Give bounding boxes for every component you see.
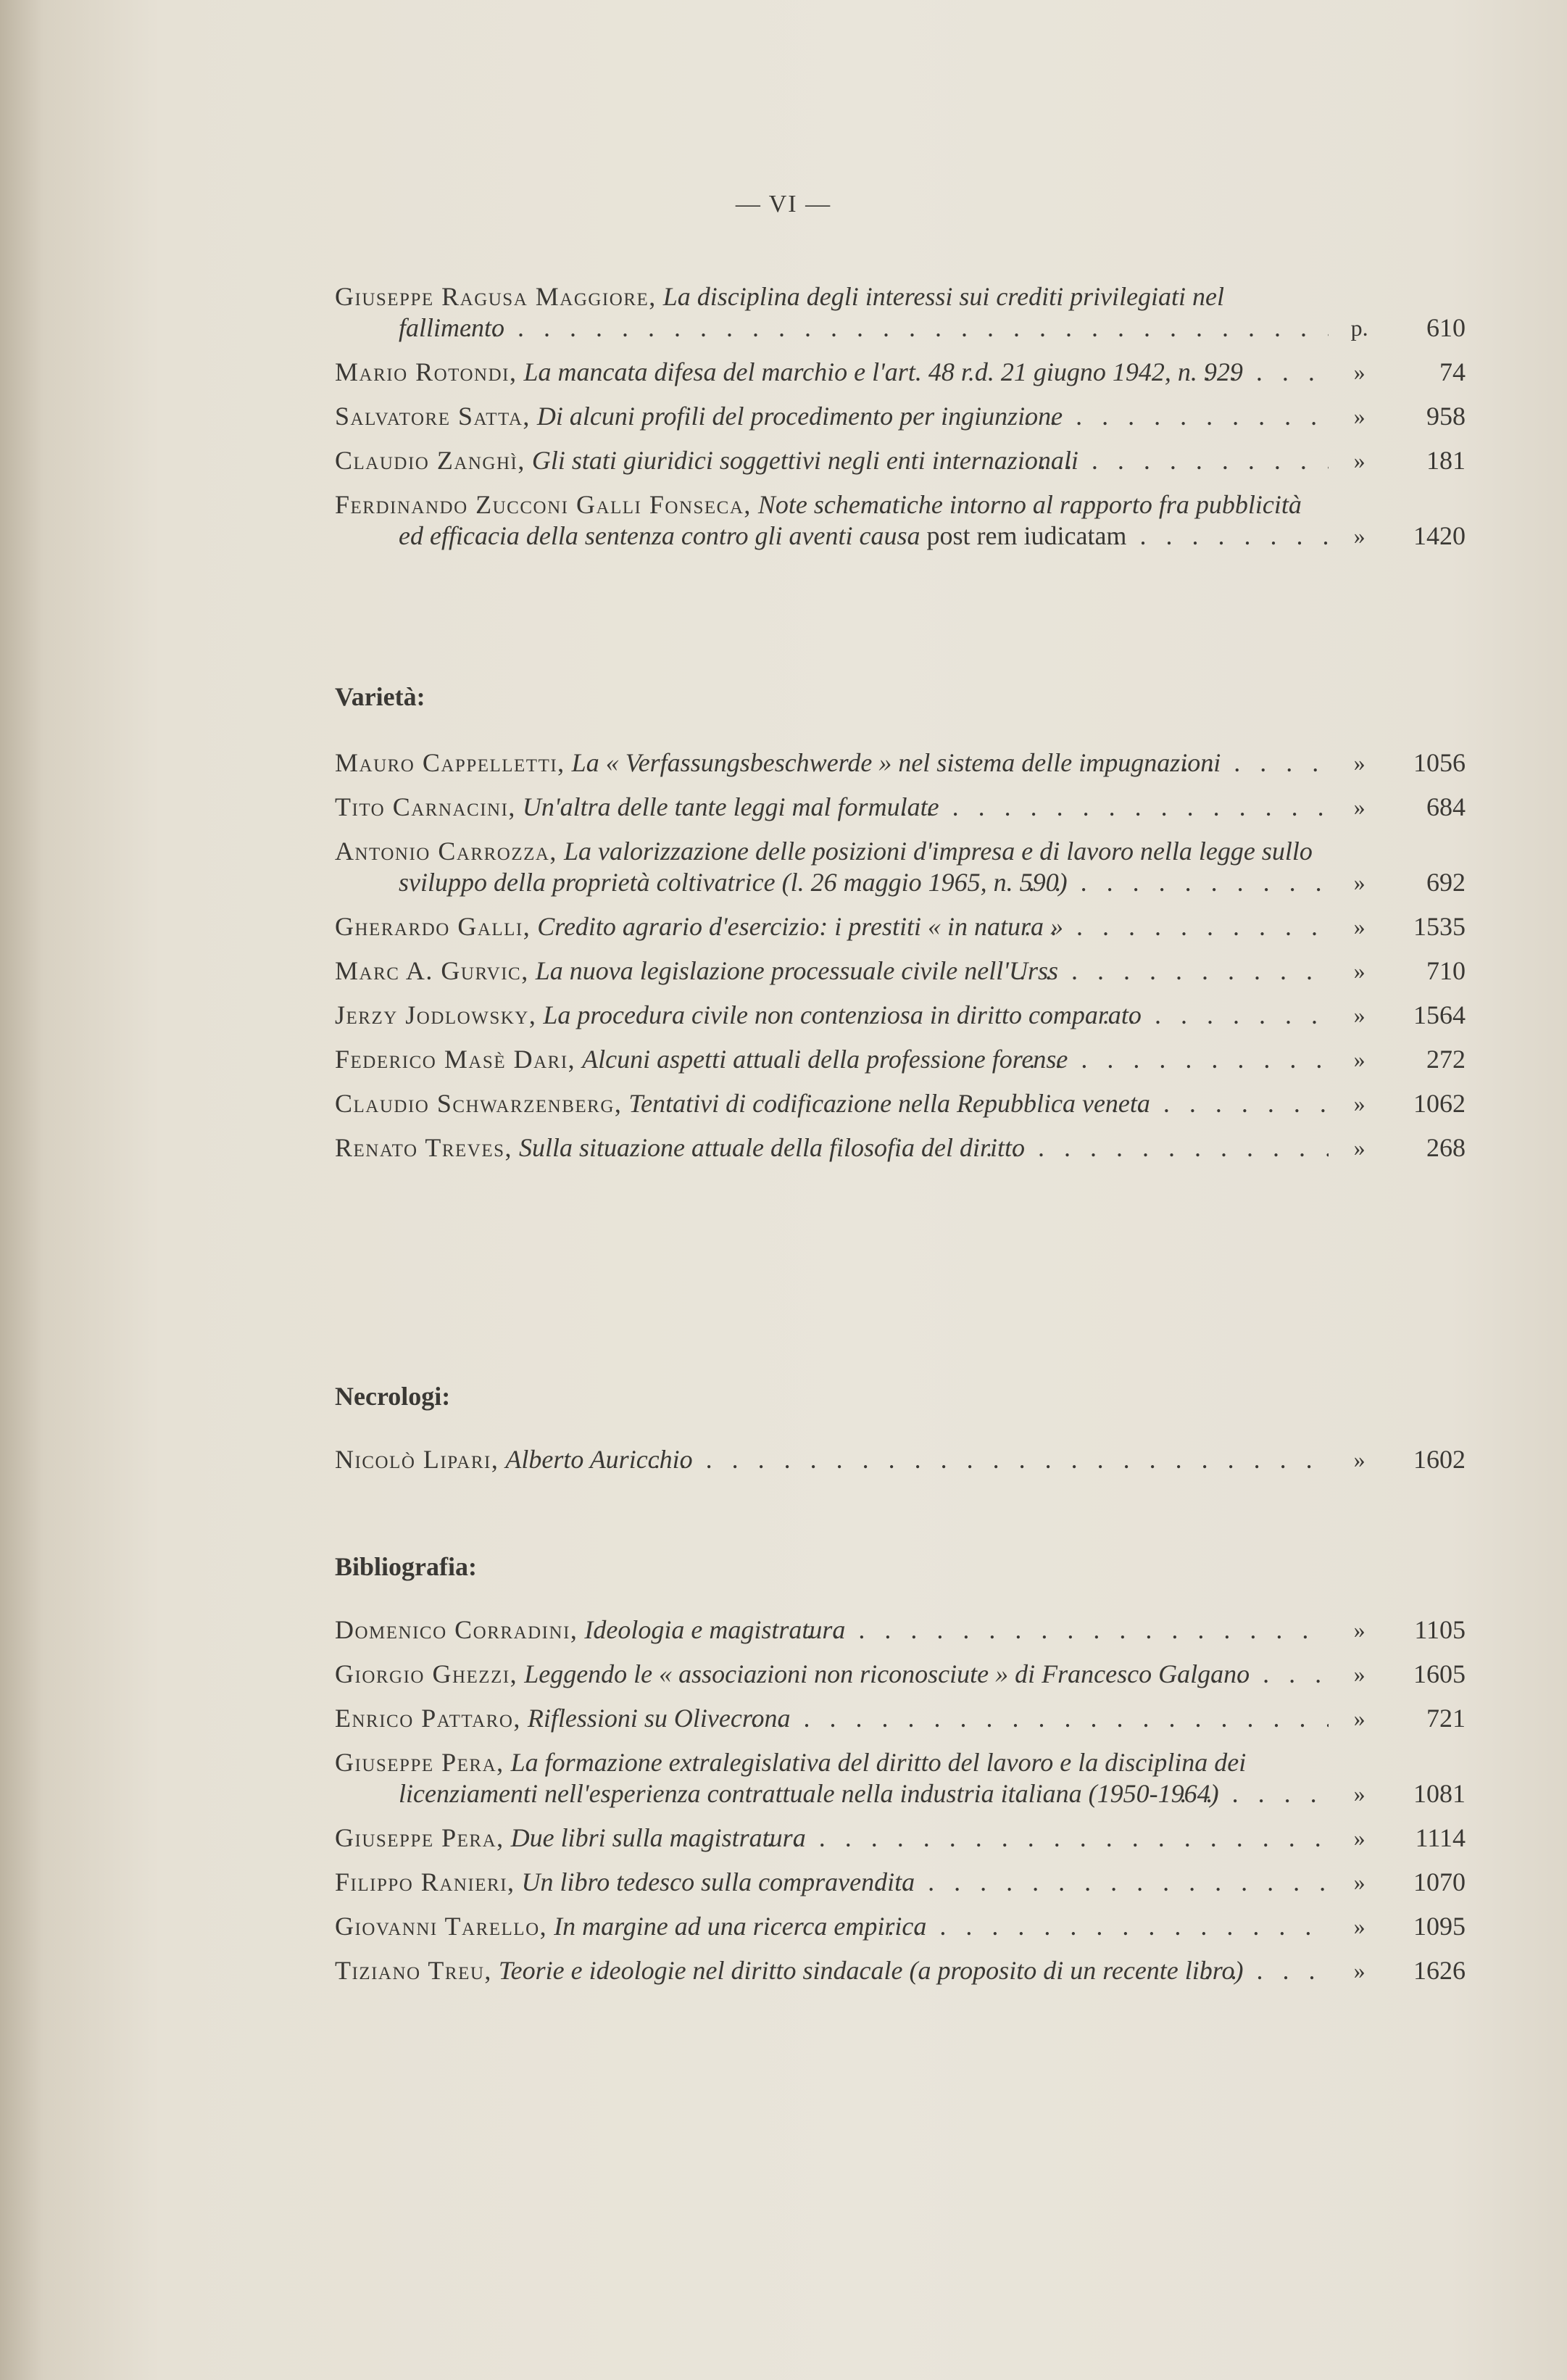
entry-author: Federico Masè Dari,: [335, 1045, 576, 1074]
page-folio: — VI —: [735, 191, 832, 217]
entry-author: Mauro Cappelletti,: [335, 748, 565, 777]
entry-page-marker: »: [1353, 1617, 1366, 1643]
top-entries-list: [335, 281, 1466, 565]
section-heading: Necrologi:: [335, 1382, 451, 1411]
entry-title: La formazione extralegislativa del diritto del lavoro e la disciplina dei licenziamenti nell'esperienza contrattuale nella industria italiana (1950-1964): [399, 1748, 1247, 1808]
toc-entry: [335, 836, 1466, 898]
entry-author: Giuseppe Pera,: [335, 1823, 504, 1852]
entry-text: [335, 955, 1329, 987]
toc-entry: [335, 1823, 1466, 1854]
entry-author: Salvatore Satta,: [335, 402, 531, 431]
entry-title: Di alcuni profili del procedimento per ingiunzione: [536, 402, 1063, 431]
entry-page-number: 710: [1426, 956, 1466, 985]
entry-page-marker: »: [1353, 1002, 1366, 1028]
entry-author: Claudio Zanghì,: [335, 446, 525, 475]
entry-text: [335, 836, 1329, 898]
toc-entry: [335, 445, 1466, 476]
entry-page-number: 1095: [1413, 1912, 1466, 1941]
entry-text: [335, 1614, 1329, 1646]
entry-text: [335, 445, 1329, 476]
entry-page-marker: »: [1353, 1869, 1366, 1895]
entry-page-marker: »: [1353, 1661, 1366, 1687]
entry-title: Un'altra delle tante leggi mal formulate: [522, 792, 939, 821]
entry-title: Leggendo le « associazioni non riconosciute » di Francesco Galgano: [524, 1659, 1250, 1688]
entry-title-roman: post rem iudicatam: [926, 521, 1127, 550]
entry-title: La procedura civile non contenziosa in diritto comparato: [543, 1000, 1142, 1029]
entry-page-marker: »: [1353, 447, 1366, 473]
toc-entry: [335, 1867, 1466, 1898]
entry-page-marker: »: [1353, 1705, 1366, 1731]
entry-page-number: 268: [1426, 1133, 1466, 1162]
entry-title: Riflessioni su Olivecrona: [527, 1704, 791, 1733]
entry-author: Giuseppe Pera,: [335, 1748, 504, 1777]
toc-entry: [335, 792, 1466, 823]
entry-text: [335, 747, 1329, 779]
entry-page-marker: »: [1353, 1780, 1366, 1807]
entry-title: Teorie e ideologie nel diritto sindacale (a proposito di un recente libro): [498, 1956, 1244, 1985]
entry-author: Antonio Carrozza,: [335, 837, 557, 866]
entry-author: Giovanni Tarello,: [335, 1912, 548, 1941]
toc-entry: [335, 955, 1466, 987]
entry-page-number: 1602: [1413, 1445, 1466, 1474]
entry-page-number: 1105: [1414, 1615, 1466, 1644]
entry-text: [335, 1703, 1329, 1734]
entry-title: In margine ad una ricerca empirica: [554, 1912, 927, 1941]
toc-entry: [335, 1614, 1466, 1646]
entry-title: La disciplina degli interessi sui crediti privilegiati nel fallimento: [399, 282, 1225, 342]
entry-page-number: 1564: [1413, 1000, 1466, 1029]
entry-page-number: 1081: [1413, 1779, 1466, 1808]
entry-author: Nicolò Lipari,: [335, 1445, 499, 1474]
entry-text: [335, 1955, 1329, 1986]
entry-author: Ferdinando Zucconi Galli Fonseca,: [335, 490, 752, 519]
entry-text: [335, 1444, 1329, 1475]
entry-author: Filippo Ranieri,: [335, 1867, 515, 1896]
entry-page-number: 1062: [1413, 1089, 1466, 1118]
entry-author: Claudio Schwarzenberg,: [335, 1089, 623, 1118]
entry-title: La mancata difesa del marchio e l'art. 48 r.d. 21 giugno 1942, n. 929: [523, 357, 1243, 386]
entry-page-marker: »: [1353, 1913, 1366, 1939]
entry-page-marker: »: [1353, 750, 1366, 776]
toc-entry: [335, 1747, 1466, 1809]
toc-entry: [335, 1659, 1466, 1690]
section-varieta: [335, 681, 1466, 1177]
entry-text: [335, 357, 1329, 388]
entry-page-number: 684: [1426, 792, 1466, 821]
entry-title: Sulla situazione attuale della filosofia del diritto: [519, 1133, 1026, 1162]
entry-text: [335, 1747, 1329, 1809]
section-heading: Bibliografia:: [335, 1552, 477, 1581]
toc-entry: [335, 747, 1466, 779]
entry-text: [335, 1000, 1329, 1031]
entry-author: Giorgio Ghezzi,: [335, 1659, 518, 1688]
entry-page-marker: »: [1353, 1825, 1366, 1851]
toc-entry: [335, 911, 1466, 942]
entry-page-number: 272: [1426, 1045, 1466, 1074]
entry-page-number: 958: [1426, 402, 1466, 431]
entry-page-marker: »: [1353, 1046, 1366, 1072]
entry-page-marker: »: [1353, 913, 1366, 940]
entry-title: La nuova legislazione processuale civile nell'Urss: [535, 956, 1058, 985]
entry-title: Un libro tedesco sulla compravendita: [521, 1867, 915, 1896]
entry-page-marker: »: [1353, 1135, 1366, 1161]
entry-text: [335, 1867, 1329, 1898]
entry-text: [335, 401, 1329, 432]
entry-page-number: 721: [1426, 1704, 1466, 1733]
entry-author: Mario Rotondi,: [335, 357, 518, 386]
section-bibliografia: [335, 1551, 1466, 1999]
entry-author: Marc A. Gurvic,: [335, 956, 529, 985]
entry-page-marker: »: [1353, 359, 1366, 385]
entry-page-number: 1114: [1415, 1823, 1466, 1852]
entry-title: Alberto Auricchio: [505, 1445, 693, 1474]
entry-page-number: 181: [1426, 446, 1466, 475]
entry-author: Tito Carnacini,: [335, 792, 516, 821]
entry-text: [335, 1911, 1329, 1942]
entry-author: Domenico Corradini,: [335, 1615, 578, 1644]
entry-page-marker: »: [1353, 1957, 1366, 1983]
entry-page-marker: »: [1353, 1446, 1366, 1472]
entry-title: Tentativi di codificazione nella Repubblica veneta: [628, 1089, 1150, 1118]
entry-page-marker: p.: [1350, 315, 1368, 341]
entry-author: Jerzy Jodlowsky,: [335, 1000, 537, 1029]
entry-text: [335, 489, 1329, 552]
toc-entry: [335, 401, 1466, 432]
toc-entry: [335, 489, 1466, 552]
entry-page-number: 1626: [1413, 1956, 1466, 1985]
entry-page-number: 1420: [1413, 521, 1466, 550]
entry-page-number: 74: [1439, 357, 1466, 386]
entry-text: [335, 1088, 1329, 1119]
toc-entry: [335, 1132, 1466, 1164]
toc-entry: [335, 357, 1466, 388]
toc-entry: [335, 1444, 1466, 1475]
entry-author: Renato Treves,: [335, 1133, 513, 1162]
toc-entry: [335, 1044, 1466, 1075]
entry-text: [335, 792, 1329, 823]
entry-author: Enrico Pattaro,: [335, 1704, 521, 1733]
entry-page-number: 1070: [1413, 1867, 1466, 1896]
entry-title: Note schematiche intorno al rapporto fra pubblicità ed efficacia della sentenza contro gli aventi causa: [399, 490, 1302, 550]
entry-title: Credito agrario d'esercizio: i prestiti « in natura »: [537, 912, 1063, 941]
entry-text: [335, 1132, 1329, 1164]
toc-entry: [335, 1955, 1466, 1986]
entry-author: Giuseppe Ragusa Maggiore,: [335, 282, 657, 311]
entry-title: Ideologia e magistratura: [584, 1615, 846, 1644]
entry-page-marker: »: [1353, 523, 1366, 549]
section-heading: Varietà:: [335, 682, 425, 711]
entry-page-number: 1605: [1413, 1659, 1466, 1688]
entry-title: Gli stati giuridici soggettivi negli enti internazionali: [531, 446, 1078, 475]
entry-title: La « Verfassungsbeschwerde » nel sistema delle impugnazioni: [571, 748, 1221, 777]
entry-title: Alcuni aspetti attuali della professione forense: [582, 1045, 1068, 1074]
toc-entry: [335, 1088, 1466, 1119]
toc-entry: [335, 281, 1466, 344]
entry-author: Tiziano Treu,: [335, 1956, 492, 1985]
section-necrologi: [335, 1381, 1466, 1488]
entry-text: [335, 281, 1329, 344]
entry-title: Due libri sulla magistratura: [510, 1823, 806, 1852]
toc-entry: [335, 1911, 1466, 1942]
toc-entry: [335, 1703, 1466, 1734]
entry-text: [335, 911, 1329, 942]
entry-page-number: 610: [1426, 313, 1466, 342]
entry-page-marker: »: [1353, 958, 1366, 984]
entry-page-number: 692: [1426, 868, 1466, 897]
entry-page-marker: »: [1353, 794, 1366, 820]
entry-page-number: 1056: [1413, 748, 1466, 777]
entry-page-marker: »: [1353, 403, 1366, 429]
toc-entry: [335, 1000, 1466, 1031]
entry-page-number: 1535: [1413, 912, 1466, 941]
entry-page-marker: »: [1353, 869, 1366, 895]
entry-text: [335, 1659, 1329, 1690]
entry-author: Gherardo Galli,: [335, 912, 531, 941]
entry-title: La valorizzazione delle posizioni d'impresa e di lavoro nella legge sullo sviluppo della proprietà coltivatrice (l. 26 maggio 1965, n. 590): [399, 837, 1313, 897]
entry-text: [335, 1823, 1329, 1854]
entry-page-marker: »: [1353, 1090, 1366, 1116]
entry-text: [335, 1044, 1329, 1075]
